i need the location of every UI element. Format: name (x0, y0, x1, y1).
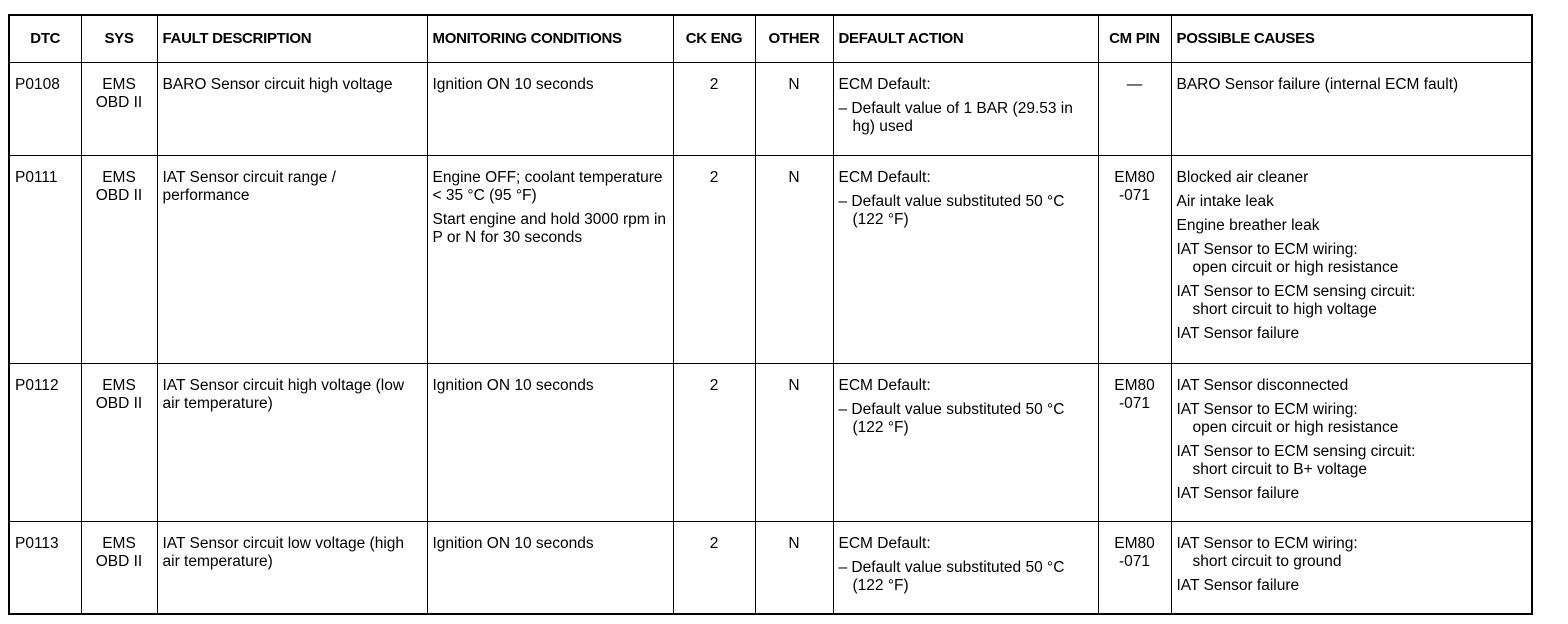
action-item: – Default value substituted 50 °C (122 °F) (838, 559, 1065, 594)
monitoring-line: Ignition ON 10 seconds (432, 535, 594, 552)
header-possible-causes: POSSIBLE CAUSES (1171, 15, 1532, 63)
fault-description: IAT Sensor circuit range / performance (157, 156, 427, 364)
dtc-table-container (8, 14, 1531, 615)
possible-causes (1171, 522, 1532, 615)
cause-main: IAT Sensor to ECM sensing circuit: (1176, 283, 1416, 300)
cm-pin-value: EM80 -071 (1098, 364, 1171, 522)
header-sys: SYS (81, 15, 157, 63)
header-monitoring-conditions: MONITORING CONDITIONS (427, 15, 673, 63)
default-action (833, 156, 1098, 364)
dtc-code: P0108 (9, 63, 81, 156)
monitoring-conditions (427, 63, 673, 156)
action-item: – Default value of 1 BAR (29.53 in hg) used (838, 100, 1073, 135)
sys-cell (81, 156, 157, 364)
dtc-code: P0112 (9, 364, 81, 522)
default-action (833, 63, 1098, 156)
default-action (833, 522, 1098, 615)
sys-cell (81, 364, 157, 522)
header-cm-pin: CM PIN (1098, 15, 1171, 63)
cm-pin-value: — (1098, 63, 1171, 156)
ck-eng-value: 2 (673, 63, 755, 156)
possible-causes (1171, 156, 1532, 364)
monitoring-line: Start engine and hold 3000 rpm in P or N for 30 seconds (432, 211, 667, 246)
fault-description: IAT Sensor circuit low voltage (high air temperature) (157, 522, 427, 615)
action-title: ECM Default: (838, 169, 931, 186)
header-default-action: DEFAULT ACTION (833, 15, 1098, 63)
cause-item: IAT Sensor failure (1176, 577, 1300, 594)
table-row (9, 63, 1532, 156)
monitoring-line: Ignition ON 10 seconds (432, 377, 594, 394)
ck-eng-value: 2 (673, 156, 755, 364)
sys-ems: EMS (102, 377, 136, 394)
header-ck-eng: CK ENG (673, 15, 755, 63)
sys-cell (81, 63, 157, 156)
table-row (9, 364, 1532, 522)
other-value: N (755, 63, 833, 156)
cause-sub: short circuit to ground (1192, 553, 1342, 570)
ck-eng-value: 2 (673, 522, 755, 615)
possible-causes (1171, 364, 1532, 522)
cause-sub: short circuit to B+ voltage (1192, 461, 1367, 478)
cause-main: IAT Sensor to ECM sensing circuit: (1176, 443, 1416, 460)
sys-ems: EMS (102, 76, 136, 93)
cause-item (1177, 283, 1527, 319)
cause-item (1177, 443, 1527, 479)
header-fault-description: FAULT DESCRIPTION (157, 15, 427, 63)
cause-sub: open circuit or high resistance (1192, 259, 1399, 276)
monitoring-conditions (427, 364, 673, 522)
possible-causes (1171, 63, 1532, 156)
other-value: N (755, 364, 833, 522)
other-value: N (755, 156, 833, 364)
action-item: – Default value substituted 50 °C (122 °F) (838, 401, 1065, 436)
sys-obd: OBD II (95, 553, 143, 570)
dtc-code: P0111 (9, 156, 81, 364)
cause-item: IAT Sensor failure (1176, 325, 1300, 342)
other-value: N (755, 522, 833, 615)
dtc-table (8, 14, 1533, 615)
action-title: ECM Default: (838, 535, 931, 552)
monitoring-conditions (427, 522, 673, 615)
cause-item: BARO Sensor failure (internal ECM fault) (1176, 76, 1459, 93)
header-row (9, 15, 1532, 63)
cm-pin-value: EM80 -071 (1098, 522, 1171, 615)
cause-item: Blocked air cleaner (1176, 169, 1309, 186)
cause-item (1177, 241, 1527, 277)
cause-sub: open circuit or high resistance (1192, 419, 1399, 436)
action-title: ECM Default: (838, 377, 931, 394)
cause-item: Air intake leak (1176, 193, 1274, 210)
cause-item: IAT Sensor failure (1176, 485, 1300, 502)
fault-description: BARO Sensor circuit high voltage (157, 63, 427, 156)
cause-item: IAT Sensor disconnected (1176, 377, 1349, 394)
cause-item: Engine breather leak (1176, 217, 1320, 234)
action-item: – Default value substituted 50 °C (122 °F) (838, 193, 1065, 228)
ck-eng-value: 2 (673, 364, 755, 522)
monitoring-line: Engine OFF; coolant temperature < 35 °C (95 °F) (432, 169, 663, 204)
cause-main: IAT Sensor to ECM wiring: (1176, 241, 1358, 258)
sys-ems: EMS (102, 535, 136, 552)
header-dtc: DTC (9, 15, 81, 63)
monitoring-conditions (427, 156, 673, 364)
table-row (9, 156, 1532, 364)
cause-sub: short circuit to high voltage (1192, 301, 1377, 318)
cause-main: IAT Sensor to ECM wiring: (1176, 401, 1358, 418)
fault-description: IAT Sensor circuit high voltage (low air temperature) (157, 364, 427, 522)
cause-item (1177, 401, 1527, 437)
header-other: OTHER (755, 15, 833, 63)
sys-obd: OBD II (95, 395, 143, 412)
cause-item (1177, 535, 1527, 571)
cause-main: IAT Sensor to ECM wiring: (1176, 535, 1358, 552)
table-row (9, 522, 1532, 615)
cm-pin-value: EM80 -071 (1098, 156, 1171, 364)
action-title: ECM Default: (838, 76, 931, 93)
sys-ems: EMS (102, 169, 136, 186)
sys-obd: OBD II (95, 187, 143, 204)
dtc-code: P0113 (9, 522, 81, 615)
sys-cell (81, 522, 157, 615)
default-action (833, 364, 1098, 522)
monitoring-line: Ignition ON 10 seconds (432, 76, 594, 93)
sys-obd: OBD II (95, 94, 143, 111)
